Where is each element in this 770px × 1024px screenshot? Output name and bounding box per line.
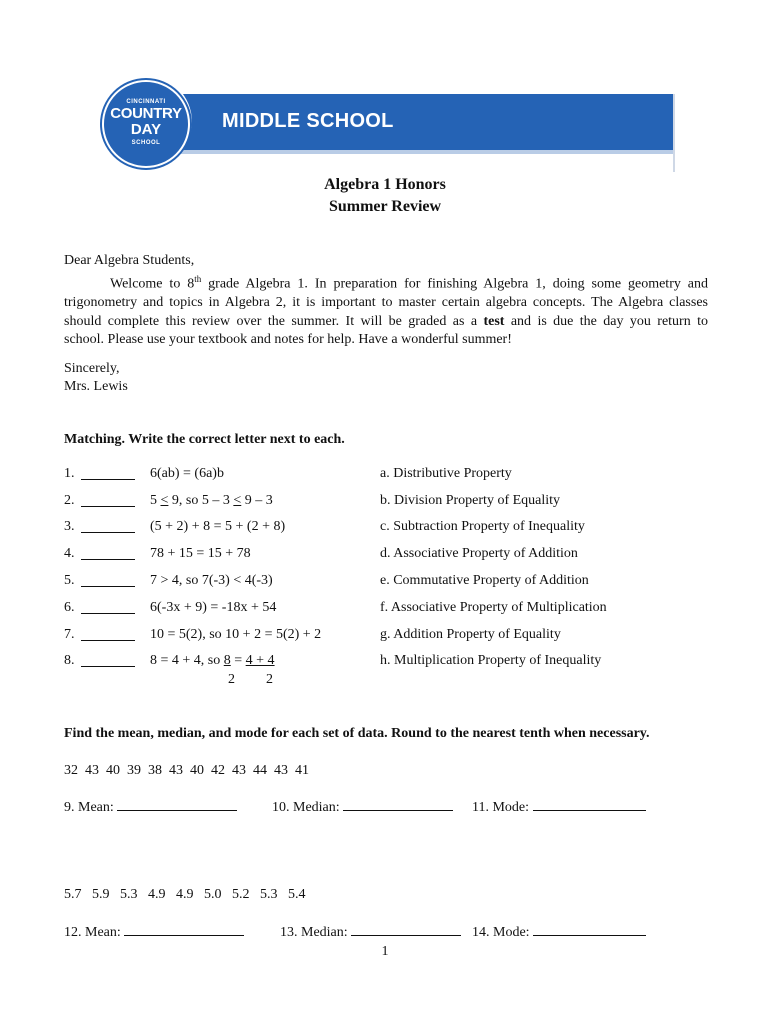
matching-row — [0, 546, 770, 564]
item-number: 1. — [64, 466, 75, 481]
matching-heading: Matching. Write the correct letter next to each. — [64, 432, 345, 447]
document-subtitle: Summer Review — [328, 198, 442, 215]
equation: 78 + 15 = 15 + 78 — [150, 546, 251, 561]
answer-blank[interactable] — [81, 479, 135, 480]
intro-line-2: trigonometry and topics in Algebra 2, it is important to master certain algebra concepts. The Algebra classes — [64, 295, 708, 311]
property-option: h. Multiplication Property of Inequality — [380, 653, 602, 668]
banner-shadow — [673, 94, 675, 172]
item-number: 2. — [64, 493, 75, 508]
q10-median — [272, 797, 453, 816]
ordinal-suffix: th — [194, 274, 202, 284]
page-number: 1 — [381, 944, 389, 959]
header-banner — [128, 94, 673, 150]
less-equal-symbol: < — [233, 493, 242, 508]
item-number: 8. — [64, 653, 75, 668]
equation-part: 5 — [150, 493, 161, 508]
equation: 6(ab) = (6a)b — [150, 466, 224, 481]
equation-part: 9 – 3 — [241, 493, 273, 508]
property-option: b. Division Property of Equality — [380, 493, 561, 508]
q11-mode — [472, 797, 646, 816]
greeting: Dear Algebra Students, — [64, 253, 195, 268]
intro-paragraph — [64, 270, 708, 350]
intro-text: grade Algebra 1. In preparation for finishing Algebra 1, doing some geometry and — [201, 276, 708, 292]
banner-edge — [128, 150, 673, 154]
question-label: 14. Mode: — [472, 925, 530, 940]
closing: Sincerely, — [64, 361, 120, 376]
signature: Mrs. Lewis — [64, 379, 128, 394]
item-number: 6. — [64, 600, 75, 615]
answer-blank[interactable] — [351, 922, 461, 936]
question-label: 10. Median: — [272, 800, 340, 815]
answer-blank[interactable] — [81, 559, 135, 560]
question-label: 13. Median: — [280, 925, 348, 940]
stats-heading: Find the mean, median, and mode for each set of data. Round to the nearest tenth when necessary. — [64, 726, 650, 741]
equation-part: 8 = 4 + 4, so — [150, 653, 224, 668]
item-number: 7. — [64, 627, 75, 642]
school-logo — [102, 80, 190, 168]
property-option: g. Addition Property of Equality — [380, 627, 561, 642]
item-number: 4. — [64, 546, 75, 561]
logo-text-school: SCHOOL — [131, 140, 161, 146]
intro-text: Welcome to 8 — [110, 276, 195, 292]
matching-row — [0, 493, 770, 511]
property-option: e. Commutative Property of Addition — [380, 573, 589, 588]
test-emphasis: test — [483, 313, 505, 329]
answer-blank[interactable] — [124, 922, 244, 936]
matching-row — [0, 573, 770, 591]
item-number: 3. — [64, 519, 75, 534]
equation — [150, 493, 273, 509]
answer-blank[interactable] — [81, 506, 135, 507]
property-option: d. Associative Property of Addition — [380, 546, 578, 561]
document-title: Algebra 1 Honors — [324, 176, 446, 193]
equation: 7 > 4, so 7(-3) < 4(-3) — [150, 573, 273, 588]
matching-row — [0, 466, 770, 484]
fraction-denominator: 2 — [266, 672, 273, 687]
equation — [150, 653, 275, 669]
fraction-numerator: 4 + 4 — [245, 653, 275, 668]
equation: (5 + 2) + 8 = 5 + (2 + 8) — [150, 519, 286, 534]
q13-median — [280, 922, 461, 941]
data-set-2: 5.7 5.9 5.3 4.9 4.9 5.0 5.2 5.3 5.4 — [64, 887, 306, 902]
intro-line-4: school. Please use your textbook and notes for help. Have a wonderful summer! — [64, 332, 512, 348]
property-option: c. Subtraction Property of Inequality — [380, 519, 585, 534]
item-number: 5. — [64, 573, 75, 588]
intro-line-1 — [64, 270, 708, 294]
fraction-numerator: 8 — [223, 653, 231, 668]
q9-mean — [64, 797, 237, 816]
fraction-denominator: 2 — [228, 672, 235, 687]
logo-text-cincinnati: CINCINNATI — [126, 99, 166, 105]
intro-text: should complete this review over the summer. It will be graded as a — [64, 313, 484, 329]
answer-blank[interactable] — [81, 532, 135, 533]
q12-mean — [64, 922, 244, 941]
logo-text-day: DAY — [130, 121, 162, 138]
answer-blank[interactable] — [81, 666, 135, 667]
less-equal-symbol: < — [160, 493, 169, 508]
q14-mode — [472, 922, 646, 941]
equation-part: 9, so 5 – 3 — [168, 493, 234, 508]
banner-title: MIDDLE SCHOOL — [222, 110, 394, 132]
property-option: a. Distributive Property — [380, 466, 512, 481]
answer-blank[interactable] — [81, 640, 135, 641]
equation: 6(-3x + 9) = -18x + 54 — [150, 600, 277, 615]
answer-blank[interactable] — [533, 922, 646, 936]
answer-blank[interactable] — [81, 586, 135, 587]
matching-row — [0, 627, 770, 645]
matching-row — [0, 653, 770, 689]
equation: 10 = 5(2), so 10 + 2 = 5(2) + 2 — [150, 627, 322, 642]
question-label: 9. Mean: — [64, 800, 114, 815]
intro-line-3 — [64, 313, 708, 332]
equation-part: = — [230, 653, 246, 668]
logo-text-country: COUNTRY — [110, 105, 182, 122]
question-label: 12. Mean: — [64, 925, 121, 940]
answer-blank[interactable] — [533, 797, 646, 811]
intro-text: and is due the day you return to — [504, 313, 708, 329]
answer-blank[interactable] — [81, 613, 135, 614]
matching-row — [0, 519, 770, 537]
answer-blank[interactable] — [117, 797, 237, 811]
data-set-1: 32 43 40 39 38 43 40 42 43 44 43 41 — [64, 763, 309, 778]
matching-row — [0, 600, 770, 618]
question-label: 11. Mode: — [472, 800, 530, 815]
answer-blank[interactable] — [343, 797, 453, 811]
property-option: f. Associative Property of Multiplication — [380, 600, 607, 615]
